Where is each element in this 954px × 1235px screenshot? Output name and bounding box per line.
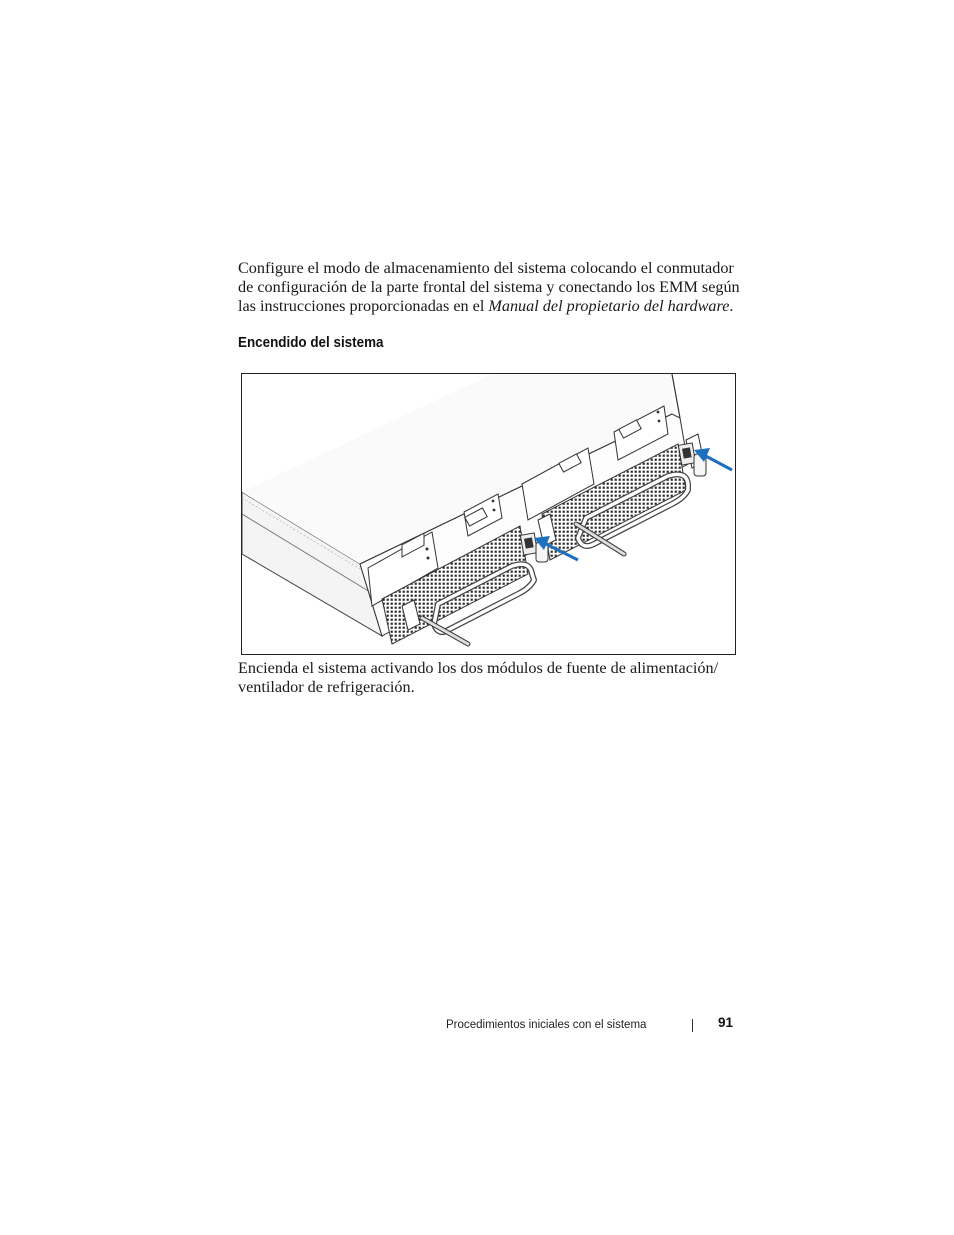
intro-line-3-suffix: . bbox=[729, 297, 734, 315]
intro-line-2: de configuración de la parte frontal del sistema y conectando los EMM según bbox=[238, 278, 740, 296]
intro-line-3-prefix: las instrucciones proporcionadas en el bbox=[238, 297, 489, 315]
intro-paragraph bbox=[238, 259, 738, 316]
system-rear-illustration bbox=[242, 374, 735, 654]
intro-line-3 bbox=[238, 297, 738, 316]
power-on-line-1: Encienda el sistema activando los dos módulos de fuente de alimentación/ bbox=[238, 659, 719, 677]
page-number: 91 bbox=[718, 1015, 734, 1030]
intro-line-1: Configure el modo de almacenamiento del sistema colocando el conmutador bbox=[238, 259, 734, 277]
footer-separator bbox=[692, 1019, 693, 1032]
power-on-paragraph bbox=[238, 659, 738, 697]
power-connection-figure bbox=[241, 373, 736, 655]
manual-reference: Manual del propietario del hardware bbox=[488, 297, 730, 315]
section-heading: Encendido del sistema bbox=[238, 335, 384, 351]
power-on-line-2: ventilador de refrigeración. bbox=[238, 678, 415, 696]
footer-section-title: Procedimientos iniciales con el sistema bbox=[446, 1017, 647, 1031]
